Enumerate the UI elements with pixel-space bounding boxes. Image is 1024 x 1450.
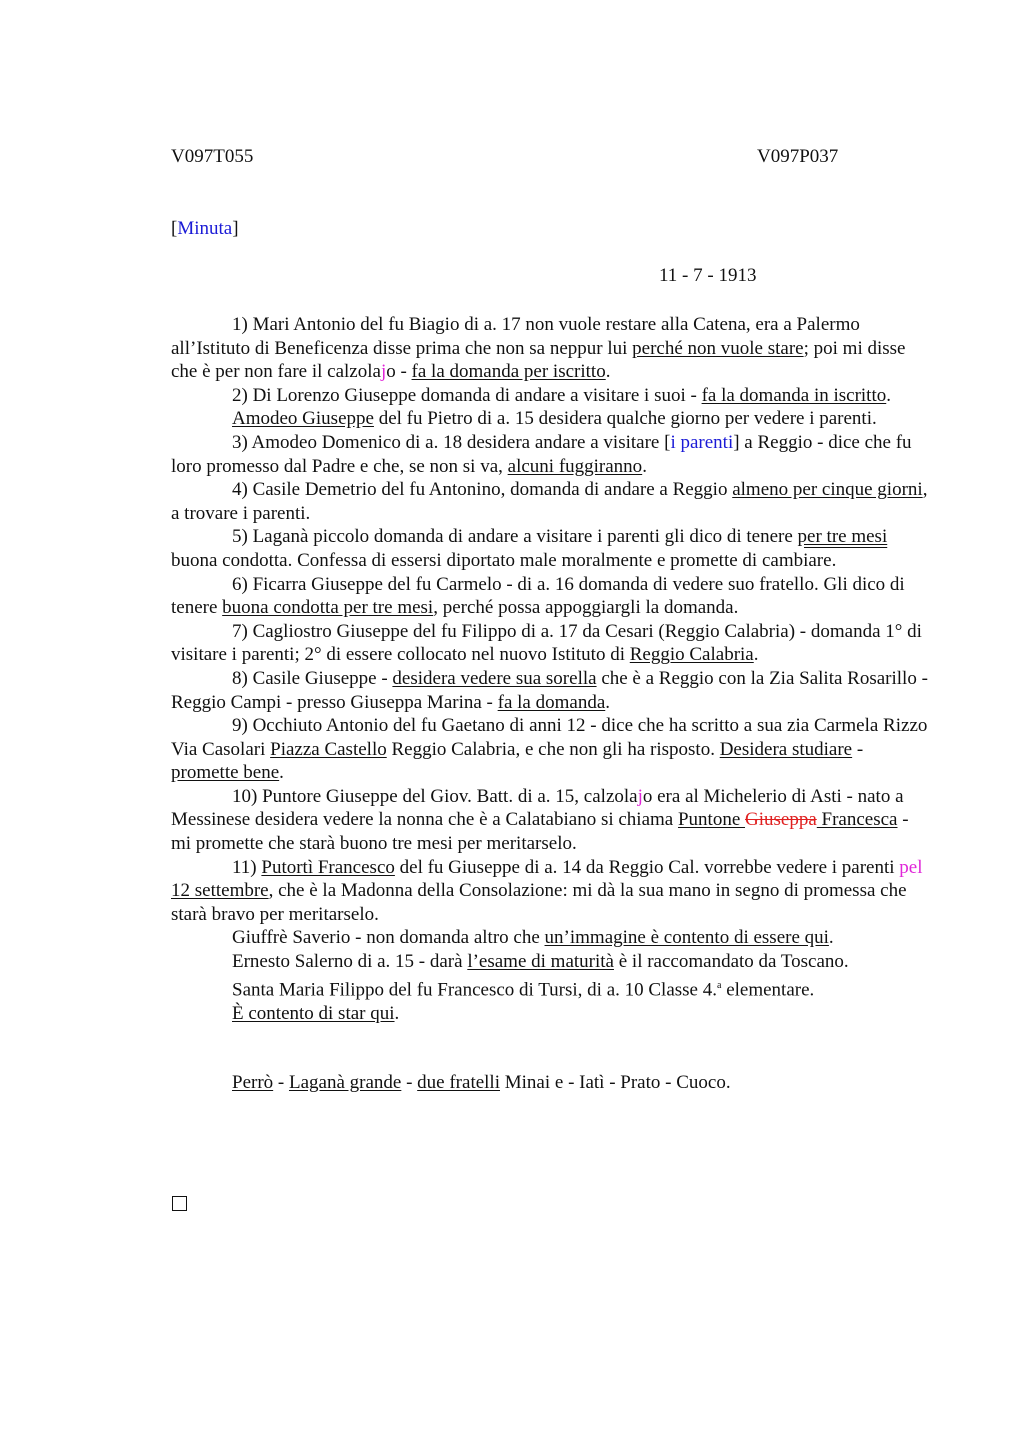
spacer (171, 1025, 931, 1071)
entry-16: Perrò - Laganà grande - due fratelli Minai e - Iatì - Prato - Cuoco. (232, 1072, 731, 1094)
minuta-label: [Minuta] (171, 218, 239, 239)
document-body (171, 313, 931, 1095)
header-right-code: V097P037 (757, 146, 839, 167)
header-left-code: V097T055 (171, 146, 254, 167)
entry-6: 6) Ficarra Giuseppe del fu Carmelo - di a. 16 domanda di vedere suo fratello. Gli dico di tenere buona condotta per tre mesi, perché possa appoggiargli la domanda. (171, 573, 905, 619)
entry-15: È contento di star qui. (232, 1002, 400, 1024)
entry-2: 2) Di Lorenzo Giuseppe domanda di andare a visitare i suoi - fa la domanda in iscritto. (232, 384, 891, 406)
entry-12: Giuffrè Saverio - non domanda altro che un’immagine è contento di essere qui. (232, 927, 834, 949)
entry-4: 4) Casile Demetrio del fu Antonino, domanda di andare a Reggio almeno per cinque giorni, a trovare i parenti. (171, 479, 928, 524)
entry-3: 3) Amodeo Domenico di a. 18 desidera andare a visitare [i parenti] a Reggio - dice che fu loro promesso dal Padre e che, se non si va, alcuni fuggiranno. (171, 431, 912, 477)
entry-9: 9) Occhiuto Antonio del fu Gaetano di anni 12 - dice che ha scritto a sua zia Carmela Rizzo Via Casolari Piazza Castello Reggio Calabria, e che non gli ha risposto. Desidera studiare - promette bene. (171, 715, 928, 784)
entry-7: 7) Cagliostro Giuseppe del fu Filippo di a. 17 da Cesari (Reggio Calabria) - domanda 1° di visitare i parenti; 2° di essere collocato nel nuovo Istituto di Reggio Calabria. (171, 620, 922, 666)
entry-2b: Amodeo Giuseppe del fu Pietro di a. 15 desidera qualche giorno per vedere i parenti. (232, 408, 877, 430)
entry-11: 11) Putortì Francesco del fu Giuseppe di a. 14 da Reggio Cal. vorrebbe vedere i parenti pel 12 settembre, che è la Madonna della Consolazione: mi dà la sua mano in segno di promessa che starà bravo per meritarselo. (171, 856, 923, 925)
entry-5: 5) Laganà piccolo domanda di andare a visitare i parenti gli dico di tenere per tre mesi buona condotta. Confessa di essersi diportato male moralmente e promette di cambiare. (171, 526, 888, 571)
entry-14: Santa Maria Filippo del fu Francesco di Tursi, di a. 10 Classe 4.$^a$ elementare. (232, 978, 815, 1000)
entry-10: 10) Puntore Giuseppe del Giov. Batt. di a. 15, calzolajo era al Michelerio di Asti - nato a Messinese desidera vedere la nonna che è a Calatabiano si chiama Puntone Giuseppa Francesca - mi promette che starà buono tre mesi per meritarselo. (171, 785, 909, 855)
entry-1: 1) Mari Antonio del fu Biagio di a. 17 non vuole restare alla Catena, era a Palermo all’Istituto di Beneficenza disse prima che non sa neppur lui perché non vuole stare; poi mi disse che è per non fare il calzolajo - fa la domanda per iscritto. (171, 314, 906, 383)
entry-13: Ernesto Salerno di a. 15 - darà l’esame di maturità è il raccomandato da Toscano. (232, 951, 849, 973)
entry-8: 8) Casile Giuseppe - desidera vedere sua sorella che è a Reggio con la Zia Salita Rosarillo - Reggio Campi - presso Giuseppa Marina - fa la domanda. (171, 667, 928, 713)
document-date: 11 - 7 - 1913 (659, 265, 757, 286)
end-marker-checkbox (172, 1196, 187, 1211)
